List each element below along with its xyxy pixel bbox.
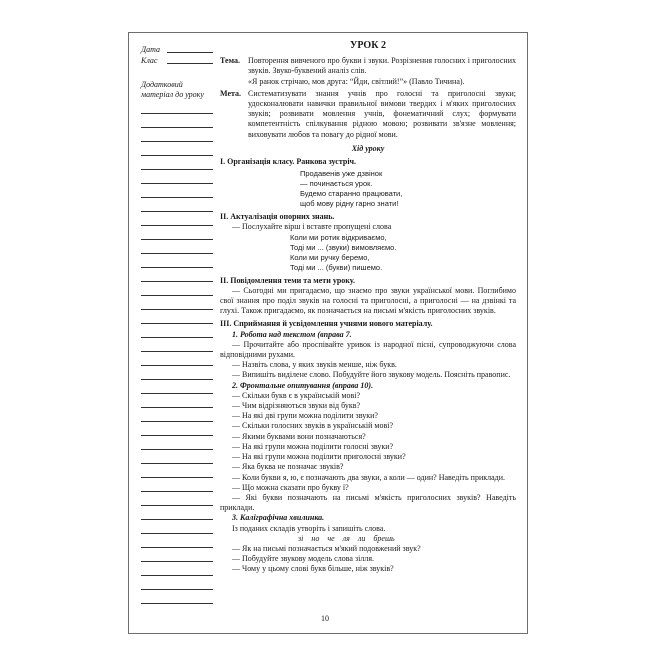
margin-writing-line bbox=[141, 533, 213, 534]
margin-writing-line bbox=[141, 323, 213, 324]
margin-writing-line bbox=[141, 267, 213, 268]
question-line: — Чим відрізняються звуки від букв? bbox=[232, 401, 361, 411]
poem-2 bbox=[290, 233, 516, 273]
margin-writing-line bbox=[141, 421, 213, 422]
subsection-1-line: — Випишіть виділене слово. Побудуйте його звукову модель. Поясніть правопис. bbox=[232, 370, 511, 380]
subsection-1-line: — Назвіть слова, у яких звуків менше, ніж букв. bbox=[232, 360, 397, 370]
margin-writing-line bbox=[141, 309, 213, 310]
section-2-intro: — Послухайте вірш і вставте пропущені слова bbox=[232, 222, 392, 232]
date-line bbox=[167, 52, 213, 53]
margin-writing-line bbox=[141, 113, 213, 114]
margin-writing-line bbox=[141, 337, 213, 338]
margin-writing-line bbox=[141, 449, 213, 450]
section-2-heading: ІІ. Актуалізація опорних знань. bbox=[220, 212, 335, 222]
course-heading: Хід уроку bbox=[351, 143, 385, 153]
margin-writing-line bbox=[141, 491, 213, 492]
question-line: — На які групи можна поділити голосні звуки? bbox=[232, 441, 394, 451]
margin-writing-line bbox=[141, 561, 213, 562]
section-3-text: — Сьогодні ми пригадаємо, що знаємо про звуки української мови. Поглибимо свої знання про поділ звуків на голосні та приголосні, а приголосні — на дзвінкі та глухі. Також пригадаємо, як позначається на письмі м'якість приголосних звуків. bbox=[220, 285, 516, 316]
topic-block bbox=[220, 56, 516, 87]
topic-key: Тема. bbox=[220, 56, 240, 66]
subsection-1-heading: 1. Робота над текстом (вправа 7. bbox=[232, 329, 352, 339]
question-line: — Коли букви я, ю, є позначають два звуки, а коли — один? Наведіть приклади. bbox=[232, 472, 506, 482]
class-label: Клас bbox=[141, 56, 158, 65]
question-line: — Скільки голосних звуків в українській мові? bbox=[232, 421, 394, 431]
lesson-title: УРОК 2 bbox=[350, 40, 386, 51]
margin-writing-line bbox=[141, 519, 213, 520]
margin-writing-line bbox=[141, 295, 213, 296]
question-line: — Якими буквами вони позначаються? bbox=[232, 431, 366, 441]
section-4-heading: ІІІ. Сприймання й усвідомлення учнями нового матеріалу. bbox=[220, 319, 433, 329]
poem-1-line: Будемо старанно працювати, bbox=[300, 189, 403, 199]
poem-2-line: Коли ми ручку беремо, bbox=[290, 252, 370, 262]
margin-writing-line bbox=[141, 239, 213, 240]
date-label: Дата bbox=[141, 45, 160, 54]
subsection-1-line: — Прочитайте або проспівайте уривок із народної пісні, супроводжуючи слова відповідними рухами. bbox=[220, 339, 516, 360]
lesson-content bbox=[220, 41, 516, 575]
margin-writing-line bbox=[141, 463, 213, 464]
topic-text: Повторення вивченого про букви і звуки. Розрізнення голосних і приголосних звуків. Звуко-буквений аналіз слів. bbox=[248, 56, 516, 76]
question-line: — На які групи можна поділити приголосні звуки? bbox=[232, 452, 406, 462]
margin-writing-line bbox=[141, 141, 213, 142]
subsection-2-heading: 2. Фронтальне опитування (вправа 10). bbox=[232, 380, 374, 390]
margin-writing-line bbox=[141, 155, 213, 156]
goal-text: Систематизувати знання учнів про голосні та приголосні звуки; удосконалювати навички правильної вимови твердих і м'яких приголосних звуків; розвивати мовлення учнів, фонематичний слух; формувати компетентність спілкування рідною мовою; розвивати зв'язне мовлення; виховувати любов та повагу до рідної мови. bbox=[248, 88, 516, 139]
margin-column bbox=[141, 44, 213, 604]
topic-body bbox=[248, 56, 516, 87]
poem-2-line: Тоді ми ... (звуки) вимовляємо. bbox=[290, 242, 397, 252]
poem-1-line: Продавенів уже дзвінок bbox=[300, 169, 383, 179]
margin-writing-line bbox=[141, 379, 213, 380]
margin-writing-line bbox=[141, 365, 213, 366]
subsection-3-line: — Побудуйте звукову модель слова зілля. bbox=[232, 554, 374, 564]
subsection-3-heading: 3. Каліграфічна хвилинка. bbox=[232, 513, 325, 523]
subsection-3-line: — Чому у цьому слові букв більше, ніж звуків? bbox=[232, 564, 394, 574]
margin-lines bbox=[141, 113, 213, 604]
margin-writing-line bbox=[141, 225, 213, 226]
question-line: — Яка буква не позначає звуків? bbox=[232, 462, 344, 472]
syllables-line: зі но че ля ли брешь bbox=[298, 533, 395, 543]
question-line: — Що можна сказати про букву ї? bbox=[232, 482, 349, 492]
poem-1-line: щоб мову рідну гарно знати! bbox=[300, 199, 399, 209]
epigraph: «Я ранок стрічаю, мов друга: “Йди, світлий!”» (Павло Тичина). bbox=[248, 76, 465, 86]
class-line bbox=[167, 63, 213, 64]
subsection-3-intro: Із поданих складів утворіть і запишіть слова. bbox=[232, 523, 386, 533]
margin-writing-line bbox=[141, 281, 213, 282]
margin-writing-line bbox=[141, 575, 213, 576]
margin-writing-line bbox=[141, 547, 213, 548]
margin-writing-line bbox=[141, 393, 213, 394]
margin-writing-line bbox=[141, 253, 213, 254]
margin-writing-line bbox=[141, 211, 213, 212]
margin-writing-line bbox=[141, 127, 213, 128]
margin-writing-line bbox=[141, 477, 213, 478]
margin-writing-line bbox=[141, 603, 213, 604]
margin-writing-line bbox=[141, 407, 213, 408]
extra-material-label: Додатковий матеріал до уроку bbox=[141, 80, 204, 99]
margin-writing-line bbox=[141, 505, 213, 506]
margin-writing-line bbox=[141, 183, 213, 184]
poem-2-line: Тоді ми ... (букви) пишемо. bbox=[290, 262, 383, 272]
margin-writing-line bbox=[141, 435, 213, 436]
poem-2-line: Коли ми ротик відкриваємо, bbox=[290, 232, 387, 242]
question-line: — На які дві групи можна поділити звуки? bbox=[232, 411, 378, 421]
section-1-heading: І. Організація класу. Ранкова зустріч. bbox=[220, 157, 357, 167]
goal-key: Мета. bbox=[220, 88, 242, 98]
margin-writing-line bbox=[141, 589, 213, 590]
margin-writing-line bbox=[141, 197, 213, 198]
question-line: — Які букви позначають на письмі м'якість приголосних звуків? Наведіть приклади. bbox=[220, 492, 516, 513]
margin-writing-line bbox=[141, 169, 213, 170]
margin-writing-line bbox=[141, 351, 213, 352]
subsection-3-line: — Як на письмі позначається м'який подовжений звук? bbox=[232, 543, 421, 553]
poem-1 bbox=[300, 169, 516, 209]
question-line: — Скільки букв є в українській мові? bbox=[232, 390, 361, 400]
poem-1-line: — починається урок. bbox=[300, 179, 373, 189]
section-3-heading: ІІ. Повідомлення теми та мети уроку. bbox=[220, 275, 355, 285]
goal-block bbox=[220, 89, 516, 140]
page-number: 10 bbox=[321, 614, 329, 623]
